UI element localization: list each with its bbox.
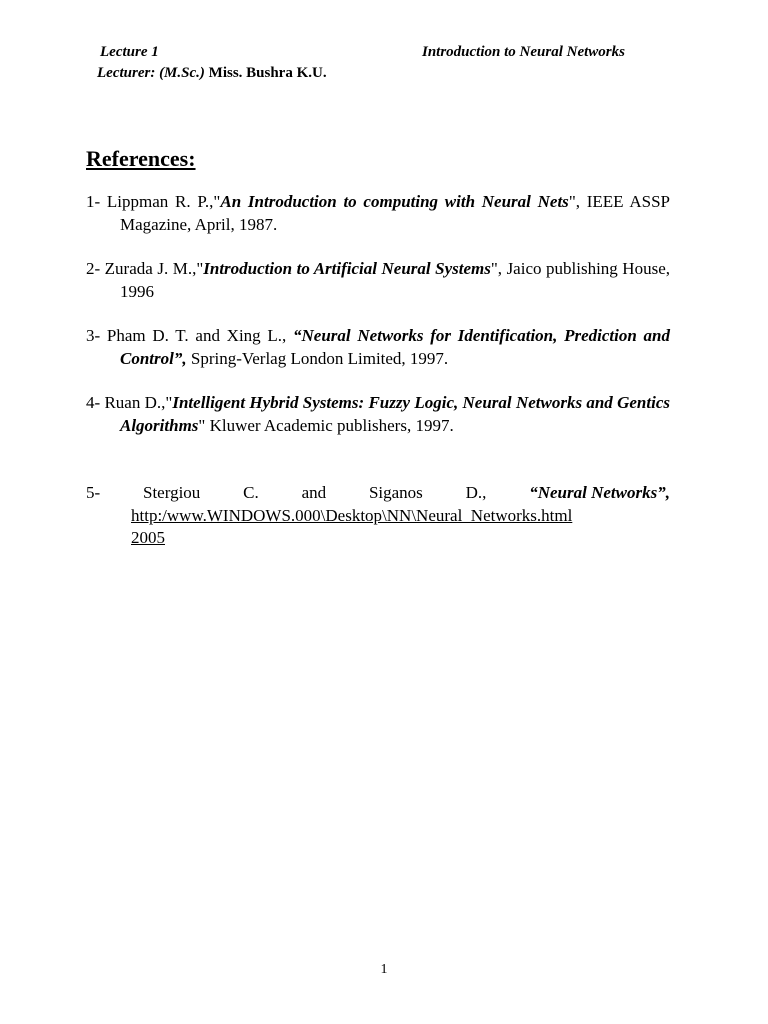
reference-author-initial: D., <box>465 483 487 502</box>
reference-author: 4- Ruan D.," <box>86 393 173 412</box>
references-heading: References: <box>86 146 196 171</box>
reference-item <box>86 482 670 550</box>
reference-year-link[interactable]: 2005 <box>131 528 165 547</box>
reference-source: ", Jaico publishing House, 1996 <box>120 259 670 301</box>
reference-title: “Neural Networks”, <box>529 483 670 502</box>
reference-link[interactable]: http:/www.WINDOWS.000\Desktop\NN\Neural_Networks.html <box>131 505 573 525</box>
reference-author: 2- Zurada J. M.," <box>86 259 204 278</box>
reference-author-initial: C. <box>243 483 259 502</box>
page-number: 1 <box>380 962 388 977</box>
reference-conjunction: and <box>301 483 327 502</box>
lecturer-label: Lecturer: (M.Sc.) <box>97 65 205 81</box>
reference-title: An Introduction to computing with Neural Nets <box>220 192 569 211</box>
reference-item <box>86 325 670 370</box>
reference-number: 5- <box>86 483 101 502</box>
header-lecturer <box>97 65 327 82</box>
reference-author: Siganos <box>368 483 423 502</box>
reference-item <box>86 392 670 437</box>
reference-item <box>86 191 670 236</box>
reference-source: ", IEEE ASSP Magazine, April, 1987. <box>120 192 671 234</box>
header-lecture: Lecture 1 <box>100 44 159 60</box>
reference-continuation <box>86 505 670 550</box>
reference-title: Intelligent Hybrid Systems: Fuzzy Logic, Neural Networks and Gentics Algorithms <box>120 393 670 435</box>
reference-title: Introduction to Artificial Neural Systems <box>203 259 491 278</box>
reference-title: “Neural Networks for Identification, Prediction and Control”, <box>120 326 671 368</box>
reference-author: 3- Pham D. T. and Xing L., <box>86 326 294 345</box>
reference-author: 1- Lippman R. P.," <box>86 192 221 211</box>
reference-first-line <box>86 482 670 505</box>
reference-source: Spring-Verlag London Limited, 1997. <box>186 348 449 368</box>
reference-source: " Kluwer Academic publishers, 1997. <box>198 415 454 435</box>
reference-item <box>86 258 670 303</box>
lecturer-name: Miss. Bushra K.U. <box>208 65 327 81</box>
reference-author: Stergiou <box>143 483 201 502</box>
header-course-title: Introduction to Neural Networks <box>422 44 625 60</box>
